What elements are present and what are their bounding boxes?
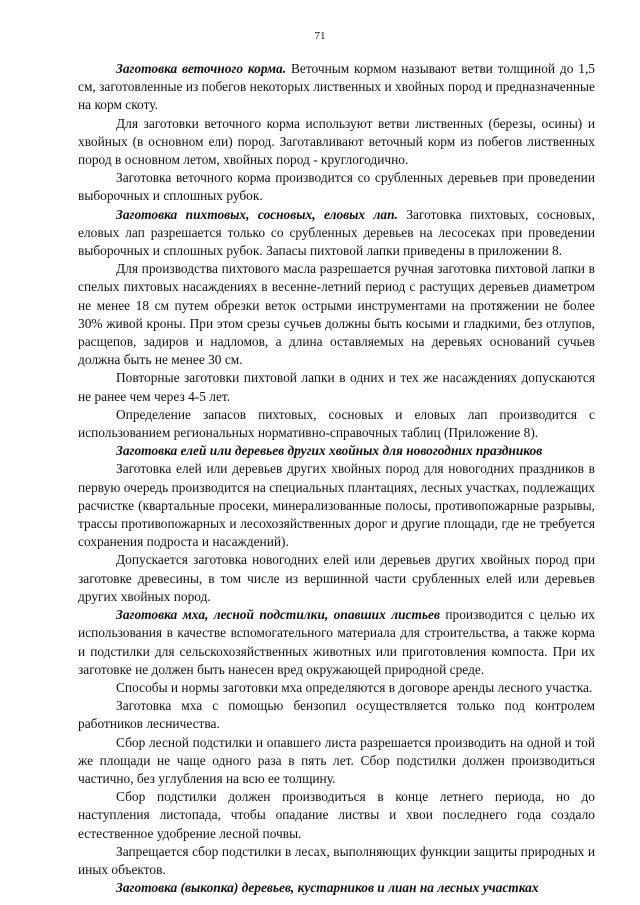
paragraph-text: производится с целью их использования в качестве вспомогательного материала для строительства, а также корма и подстилки для сельскохозяйственных животных или приготовления компоста. При их заготовке не должен быть нанесен вред окружающей природной среде. <box>78 607 595 677</box>
paragraph <box>78 679 595 697</box>
paragraph <box>78 606 595 679</box>
paragraph-lead: Заготовка мха, лесной подстилки, опавших листьев <box>116 607 440 623</box>
paragraph-text: Для заготовки веточного корма используют ветви лиственных (березы, осины) и хвойных (в основном ели) пород. Заготавливают веточный корм из побегов лиственных пород в основном летом, хвойных пород - круглогодично. <box>78 115 595 168</box>
paragraph-text: Способы и нормы заготовки мха определяются в договоре аренды лесного участка. <box>116 679 593 695</box>
paragraph-text: Сбор лесной подстилки и опавшего листа разрешается производить на одной и той же площади не чаще одного раза в пять лет. Сбор подстилки должен производиться частично, без углубления на всю ее толщину. <box>78 734 595 786</box>
paragraph <box>78 169 595 205</box>
paragraph-lead: Заготовка елей или деревьев других хвойных для новогодних праздников <box>116 443 543 459</box>
paragraph-text: Допускается заготовка новогодних елей или деревьев других хвойных пород при заготовке древесины, в том числе из вершинной части срубленных елей или деревьев других хвойных пород. <box>78 552 595 604</box>
paragraph <box>78 60 595 115</box>
paragraph-lead: Заготовка веточного корма. <box>116 61 287 76</box>
paragraph-text: Заготовка веточного корма производится со срубленных деревьев при проведении выборочных и сплошных рубок. <box>78 170 595 204</box>
paragraph-text: Заготовка пихтовых, сосновых, еловых лап разрешается только со срубленных деревьев на лесосеках при проведении выборочных и сплошных рубок. Запасы пихтовой лапки приведены в приложении 8. <box>78 206 595 259</box>
paragraph-text: Веточным кормом называют ветви толщиной до 1,5 см, заготовленные из побегов некоторых лиственных и хвойных пород и предназначенные на корм скоту. <box>78 61 595 113</box>
paragraph <box>78 115 595 170</box>
page-number: 71 <box>314 30 326 42</box>
paragraph-text: Заготовка елей или деревьев других хвойных пород для новогодних праздников в первую очередь производится на специальных плантациях, лесных участках, подлежащих расчистке (квартальные просеки, минерализованные полосы, противопожарные разрывы, трассы противопожарных и лесохозяйственных дорог и другие площади, где не требуется сохранения подроста и насаждений). <box>78 461 595 550</box>
paragraph <box>78 460 595 551</box>
paragraph <box>78 788 595 843</box>
paragraph-lead: Заготовка пихтовых, сосновых, еловых лап. <box>116 206 398 222</box>
paragraph <box>78 369 595 405</box>
paragraph-text: Для производства пихтового масла разрешается ручная заготовка пихтовой лапки в спелых пихтовых насаждениях в весенне-летний период с растущих деревьев диаметром не менее 18 см путем обрезки веток острыми инструментами на протяжении не более 30% живой кроны. При этом срезы сучьев должны быть косыми и гладкими, без отлупов, расщепов, задиров и надломов, а длина оставляемых на деревьях оснований сучьев должна быть не менее 30 см. <box>78 261 595 368</box>
document-body <box>78 60 595 897</box>
section-heading <box>78 442 595 460</box>
section-heading <box>78 879 595 897</box>
paragraph-text: Повторные заготовки пихтовой лапки в одних и тех же насаждениях допускаются не ранее чем через 4-5 лет. <box>78 370 595 404</box>
paragraph <box>78 406 595 442</box>
paragraph <box>78 551 595 606</box>
paragraph <box>78 734 595 789</box>
paragraph-text: Запрещается сбор подстилки в лесах, выполняющих функции защиты природных и иных объектов. <box>78 843 595 877</box>
paragraph <box>78 206 595 261</box>
paragraph-text: Определение запасов пихтовых, сосновых и еловых лап производится с использованием региональных нормативно-справочных таблиц (Приложение 8). <box>78 406 595 441</box>
paragraph <box>78 697 595 733</box>
paragraph-text: Заготовка мха с помощью бензопил осуществляется только под контролем работников лесничества. <box>78 698 595 732</box>
paragraph-lead: Заготовка (выкопка) деревьев, кустарников и лиан на лесных участках <box>116 880 539 896</box>
paragraph-text: Сбор подстилки должен производиться в конце летнего периода, но до наступления листопада, чтобы опадание листвы и хвои последнего года создало естественное удобрение лесной почвы. <box>78 789 595 841</box>
paragraph <box>78 260 595 369</box>
paragraph <box>78 843 595 879</box>
